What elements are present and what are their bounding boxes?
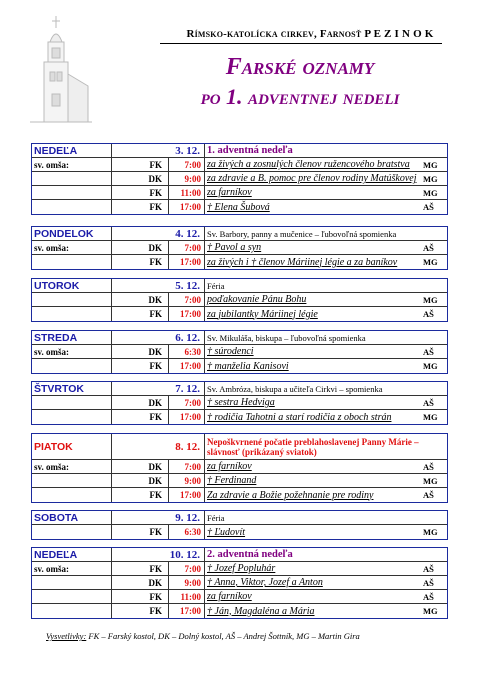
church-code: DK — [112, 345, 169, 358]
priest-code: AŠ — [423, 461, 434, 472]
mass-row — [32, 576, 447, 590]
mass-label — [32, 604, 112, 618]
mass-time: 17:00 — [169, 604, 205, 618]
mass-time: 7:00 — [169, 158, 205, 171]
mass-intention: † Ján, Magdaléna a Mária — [207, 605, 315, 617]
mass-label — [32, 172, 112, 185]
day-name: NEDEĽA — [32, 144, 112, 157]
mass-label — [32, 474, 112, 487]
mass-time: 11:00 — [169, 186, 205, 199]
church-code: FK — [112, 200, 169, 214]
mass-time: 7:00 — [169, 562, 205, 575]
mass-label — [32, 410, 112, 424]
mass-intention: za jubilantky Máriinej légie — [207, 308, 318, 320]
day-block — [31, 510, 448, 540]
mass-time: 9:00 — [169, 576, 205, 589]
priest-code: AŠ — [423, 397, 434, 408]
priest-code: MG — [423, 361, 438, 371]
liturgical-day: Sv. Mikuláša, biskupa – ľubovoľná spomienka — [207, 332, 366, 343]
day-block — [31, 547, 448, 619]
liturgical-day: 2. adventná nedeľa — [207, 549, 293, 560]
mass-intention: † Pavol a syn — [207, 242, 262, 253]
priest-code: AŠ — [423, 242, 434, 253]
church-code: FK — [112, 604, 169, 618]
mass-label — [32, 186, 112, 199]
church-code: FK — [112, 255, 169, 269]
mass-row — [32, 525, 447, 539]
priest-code: MG — [423, 159, 438, 170]
mass-row — [32, 590, 447, 604]
priest-code: MG — [423, 187, 438, 198]
mass-label — [32, 359, 112, 373]
mass-label — [32, 255, 112, 269]
mass-time: 17:00 — [169, 359, 205, 373]
mass-row — [32, 241, 447, 255]
parish-name: Rímsko-katolícka cirkev, Farnosť P E Z I N O K — [186, 28, 434, 40]
day-block — [31, 381, 448, 425]
mass-label — [32, 590, 112, 603]
mass-row — [32, 359, 447, 373]
mass-intention: † Ferdinand — [207, 475, 257, 486]
day-block — [31, 330, 448, 374]
day-date: 4. 12. — [112, 227, 205, 240]
day-name: SOBOTA — [32, 511, 112, 524]
mass-time: 6:30 — [169, 525, 205, 539]
priest-code: MG — [423, 606, 438, 616]
mass-label: sv. omša: — [32, 562, 112, 575]
mass-label — [32, 488, 112, 502]
priest-code: MG — [423, 412, 438, 422]
church-code: FK — [112, 562, 169, 575]
day-date: 3. 12. — [112, 144, 205, 157]
mass-intention: † sestra Hedviga — [207, 397, 275, 408]
day-header-row — [32, 382, 447, 396]
liturgical-day: Nepoškvrnené počatie preblahoslavenej Panny Márie – slávnosť (prikázaný sviatok) — [207, 436, 419, 457]
mass-time: 17:00 — [169, 410, 205, 424]
mass-row — [32, 460, 447, 474]
day-name: UTOROK — [32, 279, 112, 292]
liturgical-day: Sv. Barbory, panny a mučenice – ľubovoľná spomienka — [207, 228, 397, 239]
day-name: STREDA — [32, 331, 112, 344]
mass-time: 17:00 — [169, 200, 205, 214]
mass-row — [32, 488, 447, 502]
church-code: FK — [112, 590, 169, 603]
mass-row — [32, 604, 447, 618]
mass-intention: poďakovanie Pánu Bohu — [207, 294, 307, 305]
mass-intention: za farníkov — [207, 187, 252, 198]
mass-label: sv. omša: — [32, 241, 112, 254]
day-name: PONDELOK — [32, 227, 112, 240]
mass-intention: Za zdravie a Božie požehnanie pre rodiny — [207, 489, 374, 501]
church-code: DK — [112, 293, 169, 306]
mass-label — [32, 200, 112, 214]
liturgical-day: Féria — [207, 280, 225, 291]
mass-row — [32, 562, 447, 576]
liturgical-day: Sv. Ambróza, biskupa a učiteľa Cirkvi – spomienka — [207, 383, 383, 394]
mass-row — [32, 200, 447, 214]
day-header-row — [32, 331, 447, 345]
mass-intention: za farníkov — [207, 591, 252, 602]
priest-code: MG — [423, 475, 438, 486]
mass-intention: za zdravie a B. pomoc pre členov rodiny Matúškovej — [207, 173, 417, 184]
mass-label — [32, 396, 112, 409]
church-code: DK — [112, 396, 169, 409]
church-code: DK — [112, 172, 169, 185]
legend-label: Vysvetlivky: — [46, 631, 87, 641]
mass-label: sv. omša: — [32, 345, 112, 358]
mass-time: 17:00 — [169, 307, 205, 321]
page-subtitle: po 1. adventnej nedeli — [200, 84, 400, 109]
church-code: DK — [112, 460, 169, 473]
mass-row — [32, 293, 447, 307]
day-name: PIATOK — [32, 434, 112, 459]
mass-intention: † manželia Kanisovi — [207, 360, 289, 372]
day-block — [31, 226, 448, 270]
day-header-row — [32, 548, 447, 562]
page-title: Farské oznamy — [225, 54, 375, 80]
mass-time: 9:00 — [169, 172, 205, 185]
day-block — [31, 433, 448, 503]
day-date: 9. 12. — [112, 511, 205, 524]
mass-intention: † Anna, Viktor, Jozef a Anton — [207, 577, 323, 588]
priest-code: AŠ — [423, 202, 434, 212]
church-code: FK — [112, 158, 169, 171]
day-name: NEDEĽA — [32, 548, 112, 561]
day-date: 8. 12. — [112, 434, 205, 459]
priest-code: MG — [423, 257, 438, 267]
mass-time: 11:00 — [169, 590, 205, 603]
church-code: DK — [112, 241, 169, 254]
mass-row — [32, 307, 447, 321]
day-header-row — [32, 279, 447, 293]
priest-code: AŠ — [423, 490, 434, 500]
mass-intention: † súrodenci — [207, 346, 254, 357]
day-block — [31, 143, 448, 215]
church-code: FK — [112, 307, 169, 321]
day-date: 7. 12. — [112, 382, 205, 395]
mass-intention: za živých i † členov Máriinej légie a za baníkov — [207, 256, 398, 268]
priest-code: AŠ — [423, 577, 434, 588]
mass-row — [32, 186, 447, 200]
priest-code: MG — [423, 527, 438, 537]
church-code: FK — [112, 488, 169, 502]
priest-code: MG — [423, 173, 438, 184]
mass-label: sv. omša: — [32, 158, 112, 171]
mass-time: 7:00 — [169, 460, 205, 473]
priest-code: AŠ — [423, 563, 434, 574]
mass-row — [32, 158, 447, 172]
church-code: FK — [112, 186, 169, 199]
mass-row — [32, 172, 447, 186]
header-divider — [160, 43, 442, 44]
liturgical-day: 1. adventná nedeľa — [207, 145, 293, 156]
legend-text: FK – Farský kostol, DK – Dolný kostol, AŠ – Andrej Šottník, MG – Martin Gira — [86, 631, 360, 641]
liturgical-day: Féria — [207, 512, 225, 523]
day-date: 10. 12. — [112, 548, 205, 561]
day-name: ŠTVRTOK — [32, 382, 112, 395]
day-block — [31, 278, 448, 322]
day-header-row — [32, 227, 447, 241]
church-code: DK — [112, 474, 169, 487]
mass-time: 6:30 — [169, 345, 205, 358]
mass-time: 7:00 — [169, 396, 205, 409]
mass-intention: † Jozef Popluhár — [207, 563, 276, 574]
priest-code: AŠ — [423, 309, 434, 319]
day-header-row — [32, 434, 447, 460]
mass-intention: za živých a zosnulých členov ružencového bratstva — [207, 159, 410, 170]
day-header-row — [32, 511, 447, 525]
day-date: 6. 12. — [112, 331, 205, 344]
church-code: DK — [112, 576, 169, 589]
mass-label — [32, 307, 112, 321]
priest-code: AŠ — [423, 346, 434, 357]
church-code: FK — [112, 359, 169, 373]
priest-code: AŠ — [423, 591, 434, 602]
mass-row — [32, 396, 447, 410]
mass-time: 9:00 — [169, 474, 205, 487]
mass-row — [32, 345, 447, 359]
mass-intention: † rodičia Tahotni a starí rodičia z oboch strán — [207, 411, 392, 423]
church-code: FK — [112, 525, 169, 539]
church-logo — [26, 14, 96, 126]
mass-row — [32, 474, 447, 488]
mass-row — [32, 410, 447, 424]
mass-intention: za farníkov — [207, 461, 252, 472]
day-header-row — [32, 144, 447, 158]
mass-label: sv. omša: — [32, 460, 112, 473]
mass-row — [32, 255, 447, 269]
mass-label — [32, 576, 112, 589]
mass-label — [32, 525, 112, 539]
mass-label — [32, 293, 112, 306]
mass-time: 17:00 — [169, 255, 205, 269]
mass-time: 7:00 — [169, 293, 205, 306]
church-code: FK — [112, 410, 169, 424]
mass-intention: † Ľudovít — [207, 526, 246, 538]
mass-time: 17:00 — [169, 488, 205, 502]
priest-code: MG — [423, 294, 438, 305]
mass-intention: † Elena Šubová — [207, 201, 270, 213]
legend — [46, 631, 466, 641]
mass-time: 7:00 — [169, 241, 205, 254]
day-date: 5. 12. — [112, 279, 205, 292]
